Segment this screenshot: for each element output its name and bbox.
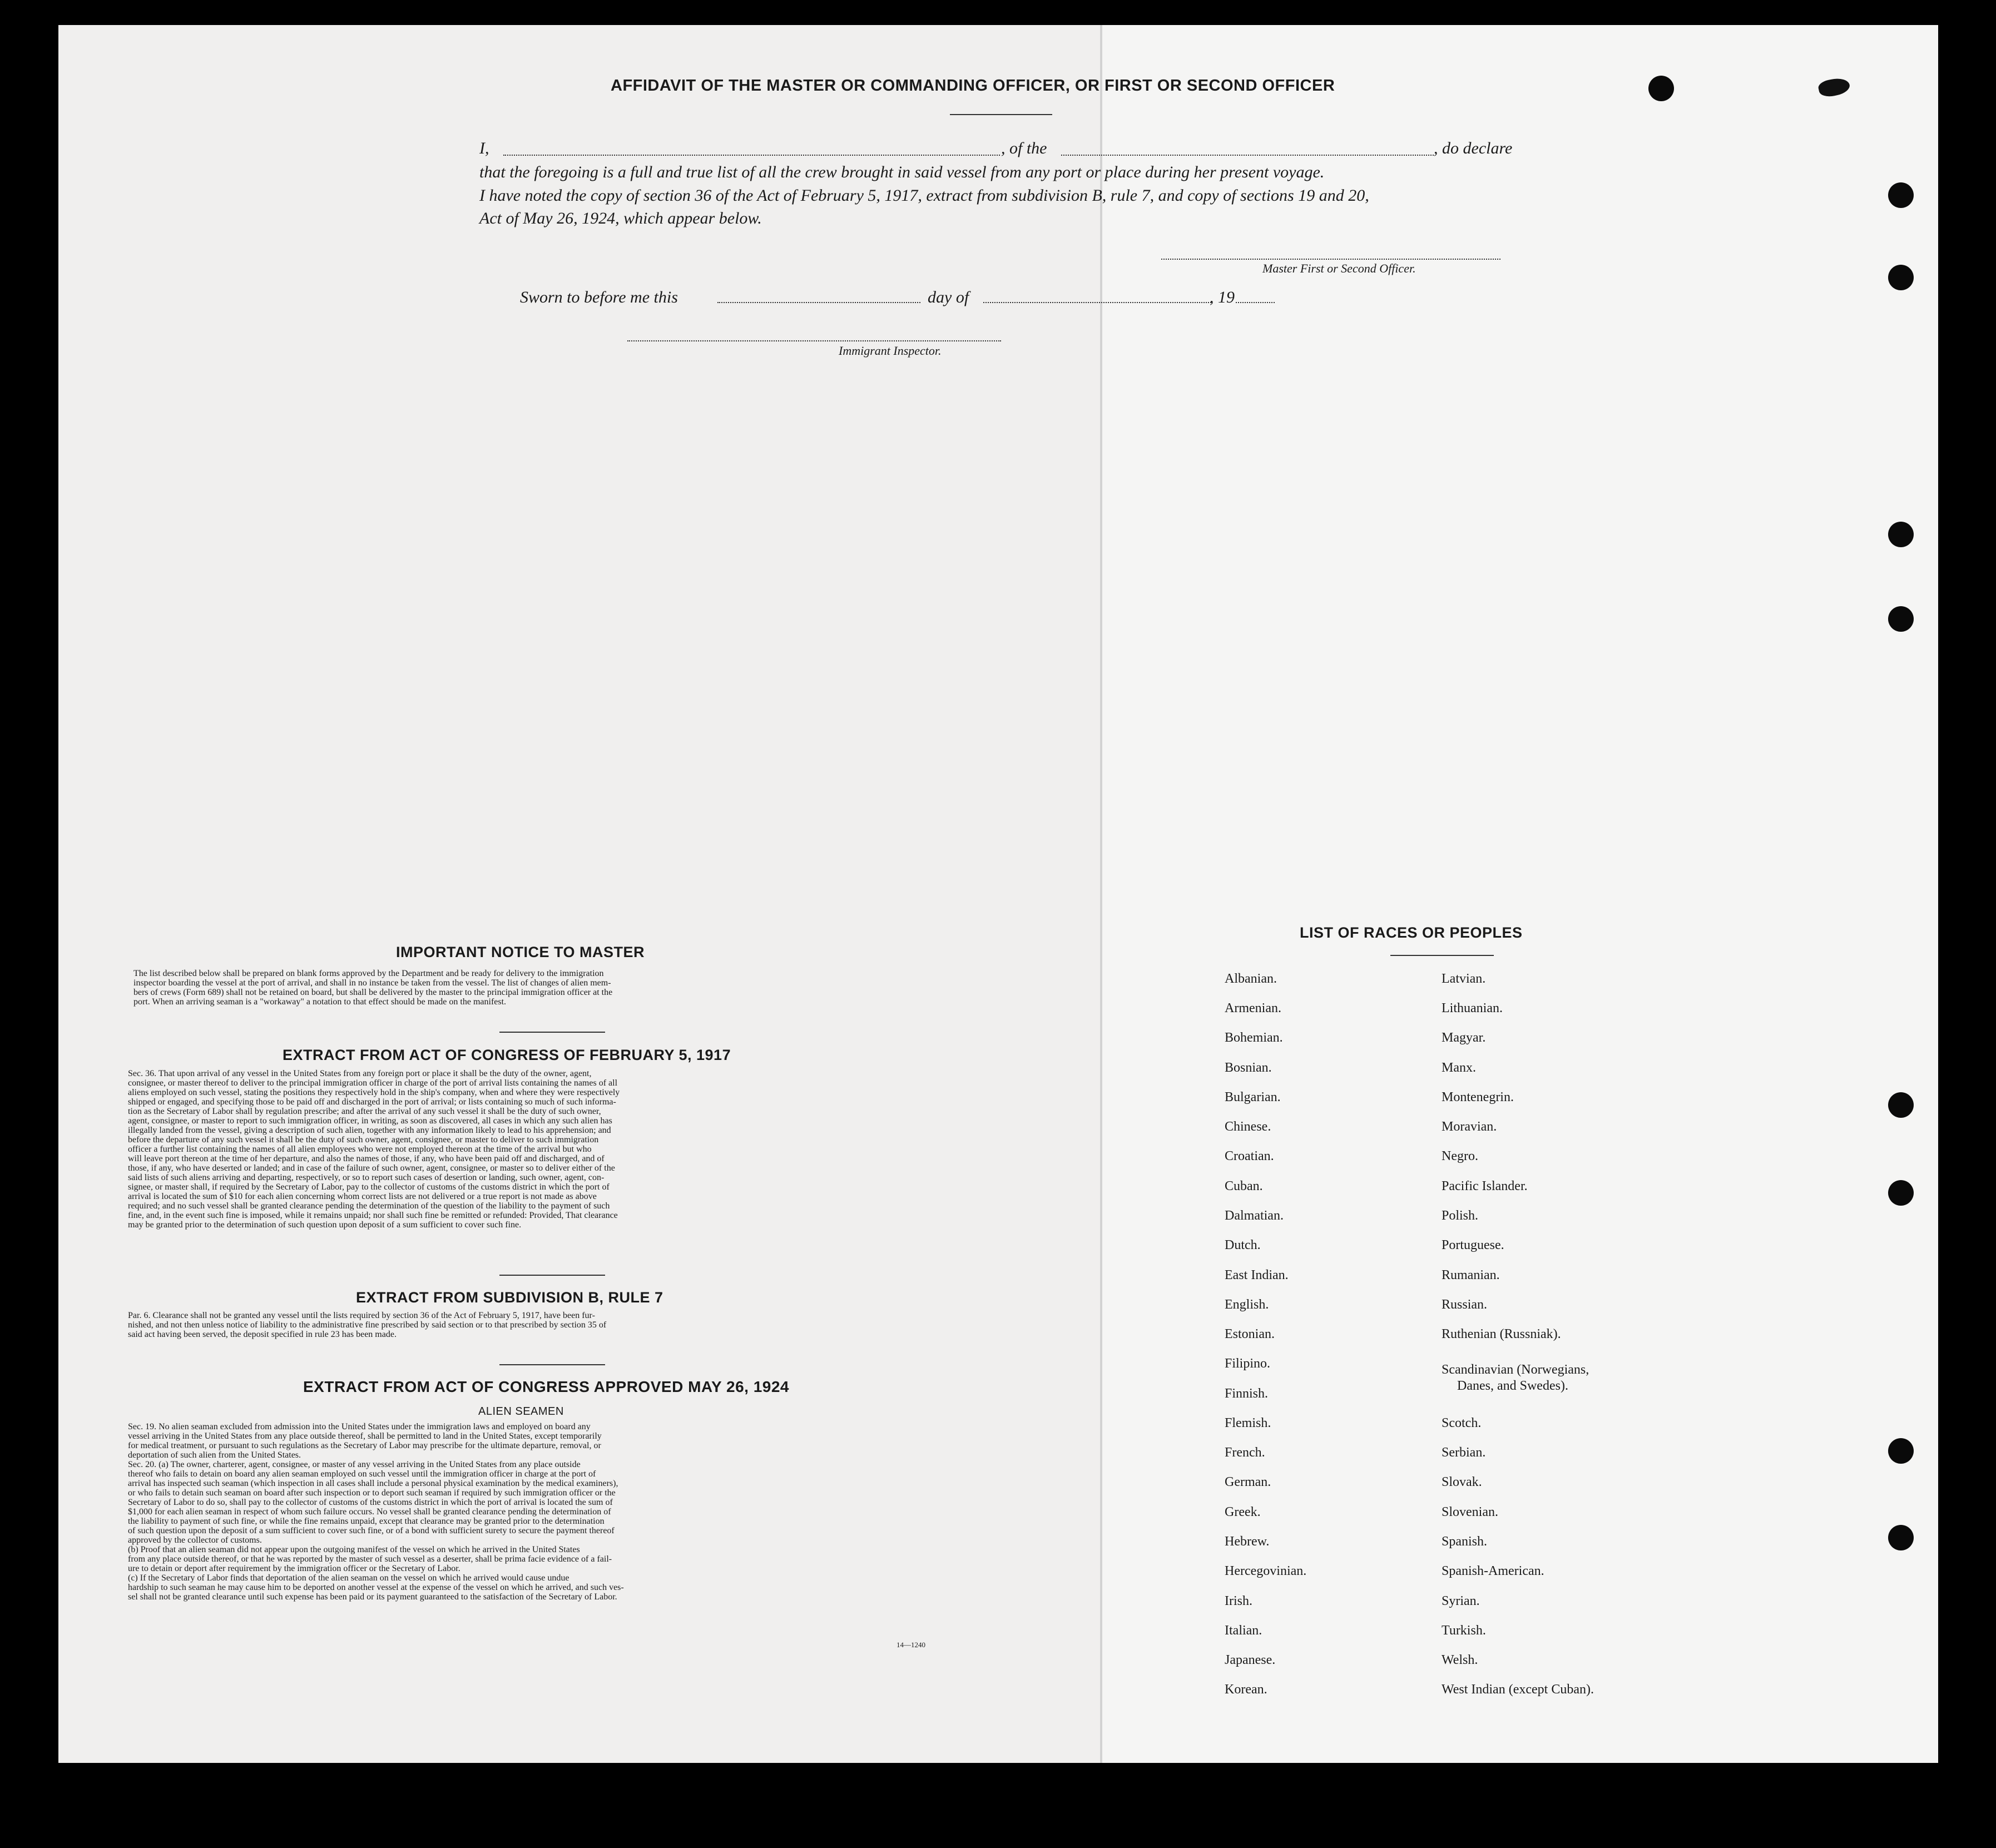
race-item: Bosnian. <box>1225 1061 1272 1075</box>
extract-rule7-rule <box>499 1364 605 1365</box>
extract-1917-line: will leave port thereon at the time of her departure, and also the names of those, if any, who have been paid off and discharged, and of <box>128 1154 605 1163</box>
sworn-prefix: Sworn to before me this <box>520 288 678 306</box>
race-item: Bulgarian. <box>1225 1090 1281 1104</box>
race-item: Cuban. <box>1225 1179 1263 1193</box>
affidavit-title: AFFIDAVIT OF THE MASTER OR COMMANDING OFFICER, OR FIRST OR SECOND OFFICER <box>611 77 1335 95</box>
race-item: Finnish. <box>1225 1386 1269 1401</box>
notice-rule <box>499 1032 605 1033</box>
extract-1917-line: fine, and, in the event such fine is imposed, while it remains unpaid; nor shall such fine be remitted or refunded: Provided, That clearance <box>128 1211 618 1220</box>
race-item: Flemish. <box>1225 1416 1271 1430</box>
extract-1924-line: (b) Proof that an alien seaman did not appear upon the outgoing manifest of the vessel on which he arrived in the United States <box>128 1545 580 1554</box>
race-item: West Indian (except Cuban). <box>1442 1682 1594 1697</box>
notice-line: bers of crews (Form 689) shall not be retained on board, but shall be delivered by the master to the principal immigration officer at the <box>133 988 613 997</box>
race-item: Latvian. <box>1442 972 1486 986</box>
race-item: Ruthenian (Russniak). <box>1442 1327 1561 1341</box>
extract-1924-line: sel shall not be granted clearance until such expense has been paid or its payment guaranteed to the satisfaction of the Secretary of Labor. <box>128 1592 617 1602</box>
affidavit-of-the: , of the <box>1001 139 1047 157</box>
race-item: Lithuanian. <box>1442 1001 1503 1015</box>
extract-rule7-line: Par. 6. Clearance shall not be granted any vessel until the lists required by section 36 of the Act of February 5, 1917, have been fur- <box>128 1311 595 1320</box>
race-item: English. <box>1225 1297 1269 1312</box>
race-item: Rumanian. <box>1442 1268 1500 1282</box>
race-item: Albanian. <box>1225 972 1277 986</box>
binder-hole <box>1888 182 1914 208</box>
race-item: Scandinavian (Norwegians, <box>1442 1363 1589 1377</box>
race-item: Dutch. <box>1225 1238 1261 1252</box>
extract-1917-line: arrival is located the sum of $10 for each alien concerning whom correct lists are not delivered or a true report is not made as above <box>128 1192 597 1201</box>
extract-1924-line: (c) If the Secretary of Labor finds that deportation of the alien seaman on the vessel on which he arrived would cause undue <box>128 1573 569 1583</box>
extract-rule7-body <box>128 1311 943 1339</box>
race-item: Estonian. <box>1225 1327 1275 1341</box>
race-item: Pacific Islander. <box>1442 1179 1528 1193</box>
race-item: French. <box>1225 1445 1265 1460</box>
extract-1924-line: Sec. 20. (a) The owner, charterer, agent, consignee, or master of any vessel arriving in the United States from any place outside <box>128 1460 581 1469</box>
inspector-label: Immigrant Inspector. <box>839 344 942 358</box>
form-number: 14—1240 <box>897 1641 925 1649</box>
extract-1924-line: the liability to payment of such fine, or while the fine remains unpaid, except that clearance may be granted prior to the determination <box>128 1517 605 1526</box>
extract-1924-line: deportation of such alien from the United States. <box>128 1450 301 1460</box>
extract-1924-line: Sec. 19. No alien seaman excluded from admission into the United States under the immigration laws and employed on board any <box>128 1422 591 1431</box>
binder-hole <box>1888 1092 1914 1118</box>
race-item: East Indian. <box>1225 1268 1289 1282</box>
extract-1924-line: vessel arriving in the United States from any place outside thereof, shall be permitted to land in the United States, except temporarily <box>128 1431 602 1441</box>
extract-1917-rule <box>499 1275 605 1276</box>
race-item: Danes, and Swedes). <box>1457 1379 1568 1393</box>
extract-1917-title: EXTRACT FROM ACT OF CONGRESS OF FEBRUARY 5, 1917 <box>283 1047 731 1063</box>
sworn-day-of: day of <box>928 288 969 306</box>
race-item: Serbian. <box>1442 1445 1486 1460</box>
master-label: Master First or Second Officer. <box>1262 261 1416 275</box>
binder-hole <box>1648 76 1674 101</box>
race-item: Syrian. <box>1442 1594 1480 1608</box>
affidavit-line-2: that the foregoing is a full and true list of all the crew brought in said vessel from any port or place during her present voyage. <box>479 163 1325 181</box>
extract-1917-line: those, if any, who have deserted or landed; and in case of the failure of such owner, agent, consignee, or master so to deliver either of the <box>128 1163 615 1173</box>
race-item: Dalmatian. <box>1225 1208 1284 1223</box>
affidavit-declare: , do declare <box>1434 139 1513 157</box>
race-item: Hebrew. <box>1225 1534 1270 1549</box>
extract-1917-line: shipped or engaged, and specifying those to be paid off and discharged in the port of arrival; or lists containing so much of such informa- <box>128 1097 616 1107</box>
race-item: Welsh. <box>1442 1653 1478 1667</box>
race-item: Japanese. <box>1225 1653 1276 1667</box>
race-item: Croatian. <box>1225 1149 1274 1163</box>
race-item: Chinese. <box>1225 1119 1271 1134</box>
race-item: Irish. <box>1225 1594 1252 1608</box>
sworn-day-blank <box>717 302 920 303</box>
sworn-year: , 19 <box>1210 288 1235 306</box>
extract-1917-line: officer a further list containing the names of all alien employees who were not employed thereon at the time of the arrival but who <box>128 1145 592 1154</box>
race-item: Russian. <box>1442 1297 1488 1312</box>
binder-hole <box>1888 522 1914 547</box>
race-item: Manx. <box>1442 1061 1476 1075</box>
race-item: Spanish-American. <box>1442 1564 1544 1578</box>
extract-1917-line: before the departure of any such vessel it shall be the duty of such owner, agent, consignee, or master to deliver to such immigration <box>128 1135 599 1145</box>
binder-hole <box>1888 606 1914 632</box>
race-item: Slovenian. <box>1442 1505 1498 1519</box>
extract-1917-line: required; and no such vessel shall be granted clearance pending the determination of the question of the liability to the payment of such <box>128 1201 610 1211</box>
notice-line: inspector boarding the vessel at the port of arrival, and shall in no instance be taken from the vessel. The list of changes of alien mem- <box>133 978 611 988</box>
binder-hole <box>1888 1525 1914 1550</box>
master-signature-line <box>1161 259 1500 260</box>
name-blank <box>503 155 1000 156</box>
extract-1917-line: tion as the Secretary of Labor shall by regulation prescribe; and after the arrival of any such vessel it shall be the duty of such owner, <box>128 1107 601 1116</box>
affidavit-i: I, <box>479 139 489 157</box>
extract-1924-line: thereof who fails to detain on board any alien seaman employed on such vessel until the immigration officer in charge at the port of <box>128 1469 596 1479</box>
race-item: Korean. <box>1225 1682 1267 1697</box>
extract-1924-line: of such question upon the deposit of a sum sufficient to cover such fine, or of a bond with sufficient surety to secure the payment thereof <box>128 1526 615 1535</box>
race-item: Turkish. <box>1442 1623 1486 1638</box>
race-item: German. <box>1225 1475 1271 1489</box>
affidavit-line-3: I have noted the copy of section 36 of the Act of February 5, 1917, extract from subdivision B, rule 7, and copy of sections 19 and 20, <box>479 186 1369 205</box>
extract-1924-title: EXTRACT FROM ACT OF CONGRESS APPROVED MAY 26, 1924 <box>303 1378 789 1395</box>
extract-1924-line: for medical treatment, or pursuant to such regulations as the Secretary of Labor may prescribe for the ultimate departure, removal, or <box>128 1441 601 1450</box>
extract-1924-line: approved by the collector of customs. <box>128 1535 262 1545</box>
binder-hole <box>1888 1438 1914 1464</box>
race-item: Polish. <box>1442 1208 1479 1223</box>
extract-1924-line: ure to detain or deport after requirement by the immigration officer or the Secretary of Labor. <box>128 1564 460 1573</box>
race-item: Portuguese. <box>1442 1238 1504 1252</box>
race-item: Armenian. <box>1225 1001 1281 1015</box>
notice-body <box>133 969 945 1007</box>
extract-1917-line: illegally landed from the vessel, giving a description of such alien, together with any information likely to lead to his apprehension; and <box>128 1126 611 1135</box>
races-rule <box>1390 955 1494 956</box>
right-page <box>1101 25 1938 1763</box>
notice-line: port. When an arriving seaman is a "workaway" a notation to that effect should be made on the manifest. <box>133 997 507 1007</box>
extract-1924-line: $1,000 for each alien seaman in respect of whom such failure occurs. No vessel shall be granted clearance pending the determination of <box>128 1507 611 1517</box>
extract-1917-line: Sec. 36. That upon arrival of any vessel in the United States from any foreign port or place it shall be the duty of the owner, agent, <box>128 1069 592 1078</box>
extract-1917-line: signee, or master shall, if required by the Secretary of Labor, pay to the collector of customs of the customs district in which the port of <box>128 1182 610 1192</box>
race-item: Spanish. <box>1442 1534 1488 1549</box>
extract-1917-line: said lists of such aliens arriving and departing, respectively, or so to report such cases of desertion or landing, such owner, agent, con- <box>128 1173 605 1182</box>
extract-1917-body <box>128 1069 943 1230</box>
extract-rule7-title: EXTRACT FROM SUBDIVISION B, RULE 7 <box>356 1289 663 1306</box>
vessel-blank <box>1061 155 1434 156</box>
race-item: Italian. <box>1225 1623 1262 1638</box>
race-item: Scotch. <box>1442 1416 1482 1430</box>
extract-1917-line: aliens employed on such vessel, stating the positions they respectively hold in the ship's company, when and where they were respectively <box>128 1088 620 1097</box>
race-item: Bohemian. <box>1225 1030 1283 1045</box>
race-item: Magyar. <box>1442 1030 1486 1045</box>
race-item: Filipino. <box>1225 1356 1271 1371</box>
extract-1924-line: or who fails to detain such seaman on board after such inspection or to deport such seaman if required by such immigration officer or the <box>128 1488 616 1498</box>
inspector-signature-line <box>627 340 1001 341</box>
affidavit-line-4: Act of May 26, 1924, which appear below. <box>479 209 762 227</box>
race-item: Negro. <box>1442 1149 1478 1163</box>
notice-title: IMPORTANT NOTICE TO MASTER <box>396 944 645 960</box>
extract-1917-line: may be granted prior to the determination of such question upon deposit of a sum sufficient to cover such fine. <box>128 1220 522 1230</box>
extract-rule7-line: nished, and not then unless notice of liability to the administrative fine prescribed by said section or to that prescribed by section 35 of <box>128 1320 607 1330</box>
extract-1917-line: consignee, or master thereof to deliver to the principal immigration officer in charge of the port of arrival lists containing the names of all <box>128 1078 618 1088</box>
binder-hole <box>1888 265 1914 290</box>
extract-1924-line: Secretary of Labor to do so, shall pay to the collector of customs of the customs district in which the port of arrival is located the sum of <box>128 1498 613 1507</box>
extract-rule7-line: said act having been served, the deposit specified in rule 23 has been made. <box>128 1330 397 1339</box>
extract-1924-line: arrival has inspected such seaman (which inspection in all cases shall include a personal physical examination by the medical examiners), <box>128 1479 618 1488</box>
race-item: Greek. <box>1225 1505 1261 1519</box>
extract-1924-body <box>128 1422 943 1602</box>
race-item: Hercegovinian. <box>1225 1564 1307 1578</box>
race-item: Montenegrin. <box>1442 1090 1514 1104</box>
extract-1924-subtitle: ALIEN SEAMEN <box>478 1405 564 1418</box>
notice-line: The list described below shall be prepared on blank forms approved by the Department and be ready for delivery to the immigration <box>133 969 604 978</box>
extract-1924-line: from any place outside thereof, or that he was reported by the master of such vessel as a deserter, shall be prima facie evidence of a fail- <box>128 1554 612 1564</box>
binder-hole <box>1888 1180 1914 1206</box>
extract-1917-line: agent, consignee, or master to report to such immigration officer, in writing, as soon as discovered, all cases in which any such alien has <box>128 1116 612 1126</box>
sworn-year-blank <box>1236 302 1275 303</box>
race-item: Moravian. <box>1442 1119 1497 1134</box>
page-fold <box>1100 25 1102 1763</box>
race-item: Slovak. <box>1442 1475 1482 1489</box>
races-title: LIST OF RACES OR PEOPLES <box>1300 924 1523 941</box>
extract-1924-line: hardship to such seaman he may cause him to be deported on another vessel at the expense of the vessel on which he arrived, and such ves- <box>128 1583 624 1592</box>
sworn-month-blank <box>983 302 1211 303</box>
title-rule <box>950 114 1052 115</box>
